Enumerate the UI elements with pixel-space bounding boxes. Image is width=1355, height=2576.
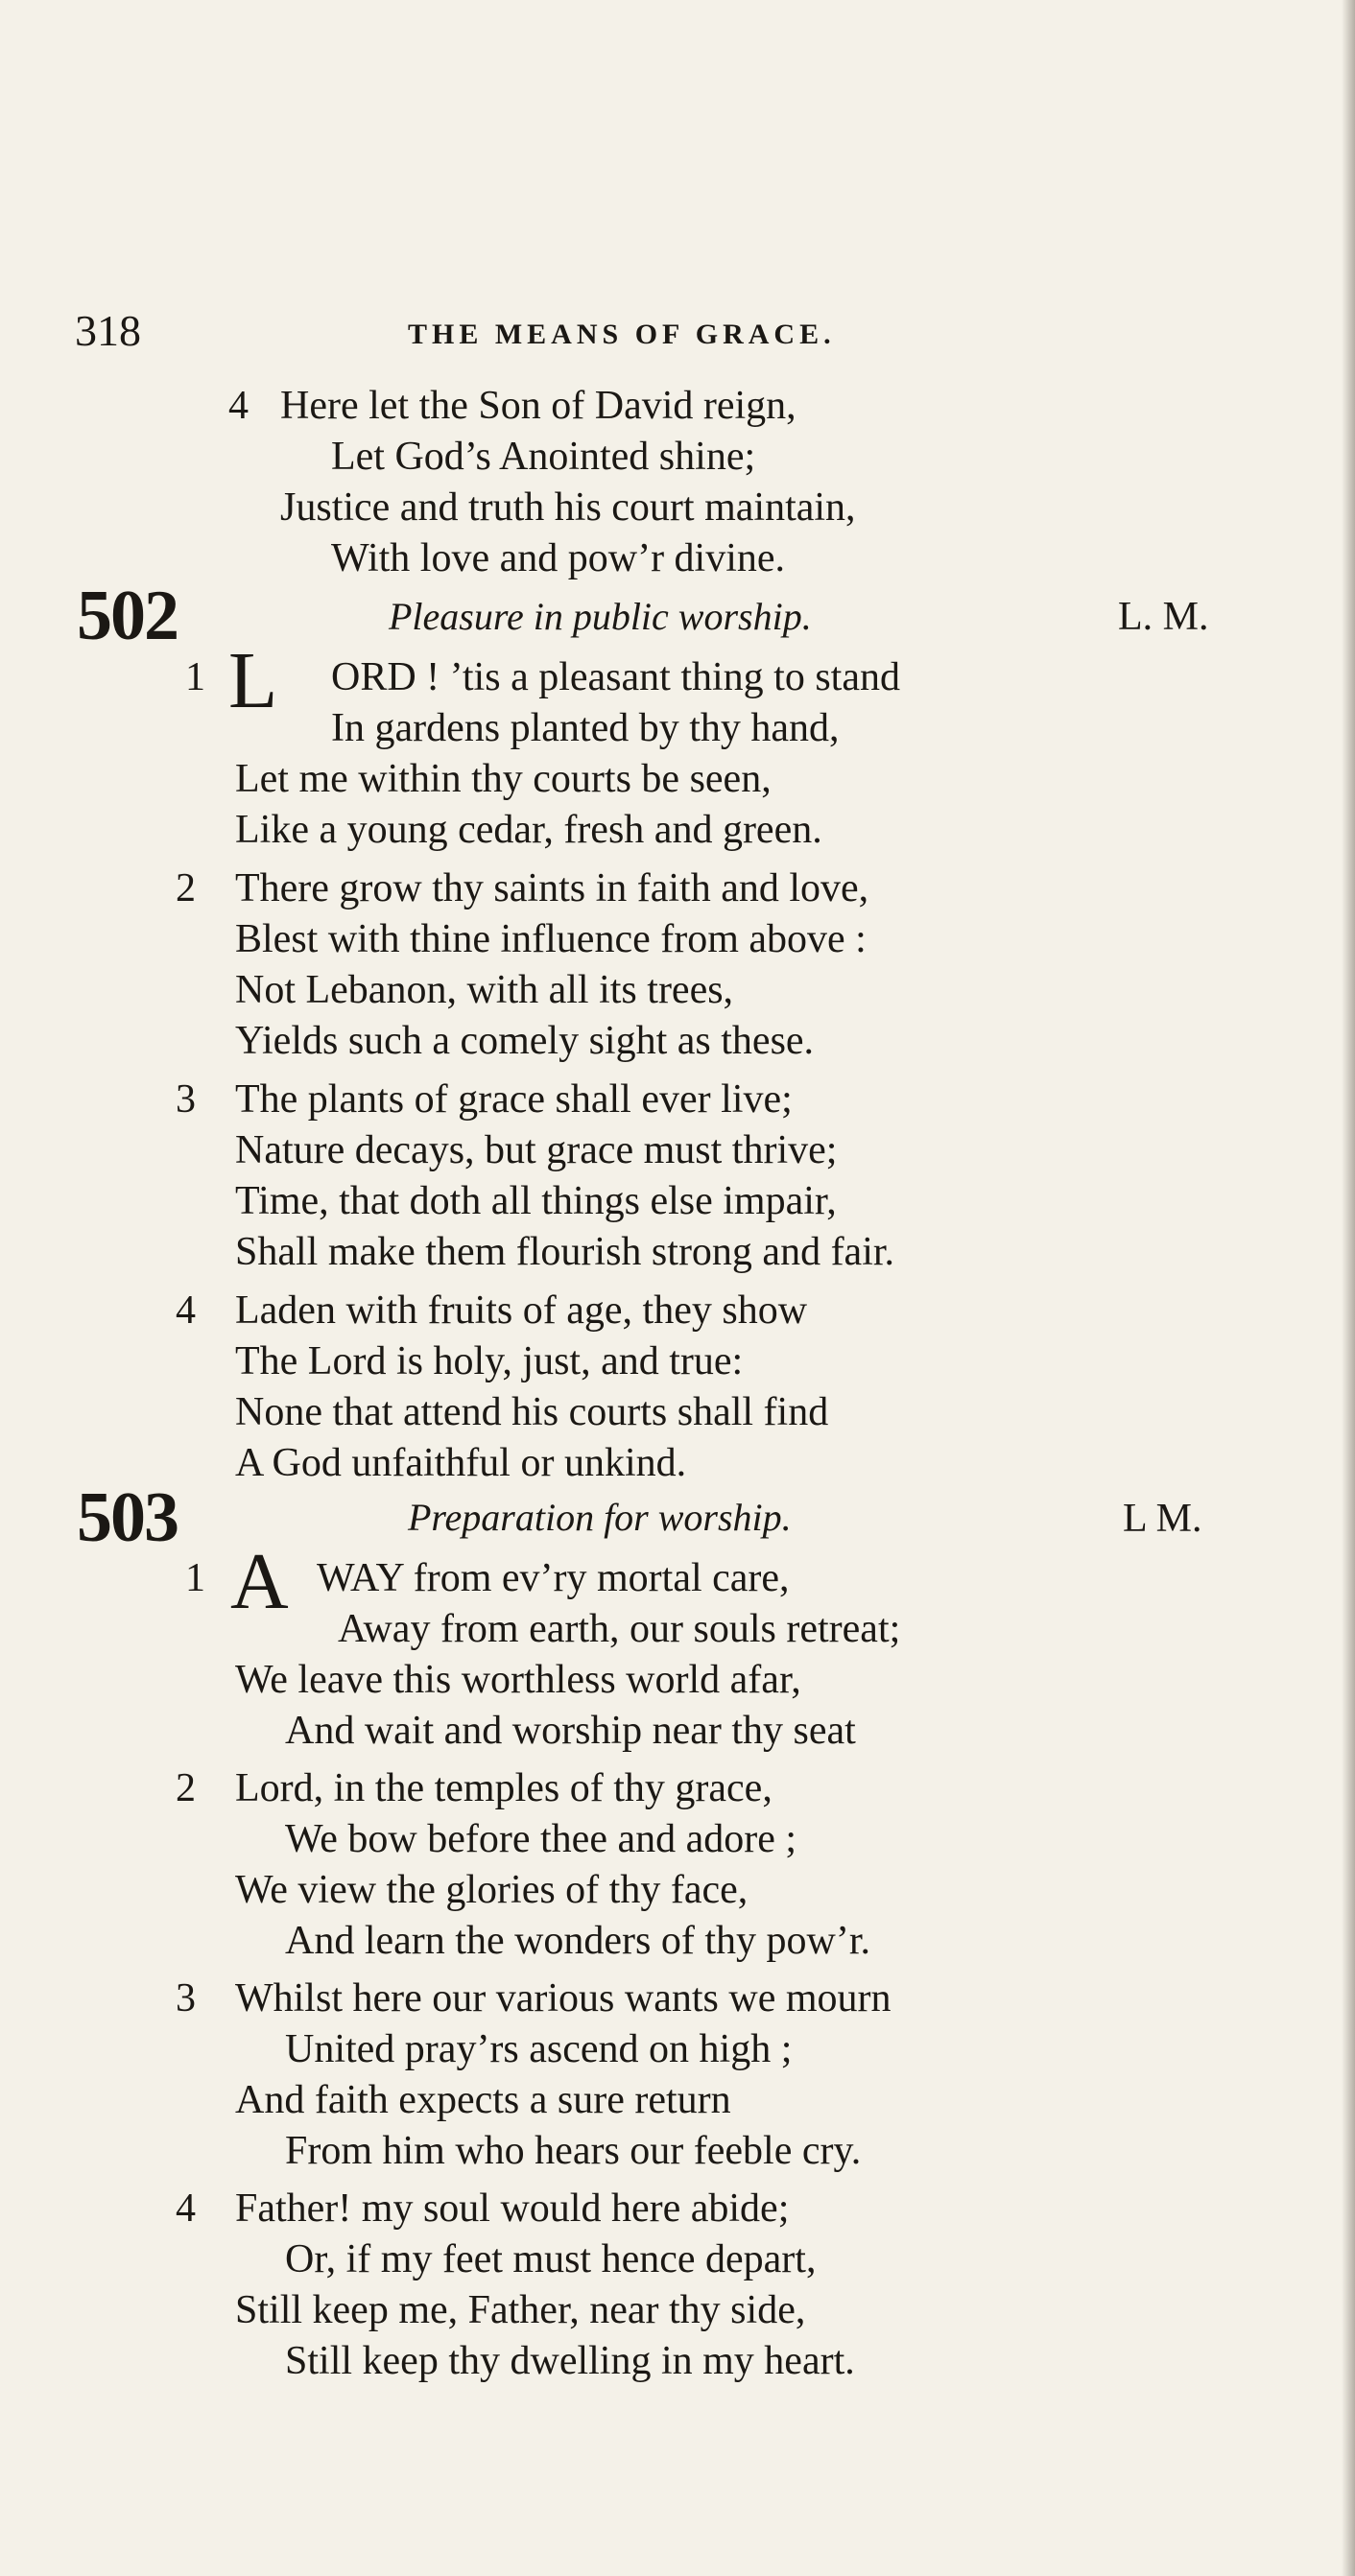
verse-line: With love and pow’r divine. xyxy=(331,536,786,580)
page-edge-shadow xyxy=(1342,0,1355,2576)
verse-line: Still keep thy dwelling in my heart. xyxy=(285,2339,855,2383)
verse-line: We view the glories of thy face, xyxy=(235,1868,749,1912)
verse-number: 1 xyxy=(185,655,205,699)
verse-line: None that attend his courts shall find xyxy=(235,1390,829,1434)
verse-line: Laden with fruits of age, they show xyxy=(235,1288,808,1333)
hymn-title: Preparation for worship. xyxy=(408,1496,792,1539)
verse-line: In gardens planted by thy hand, xyxy=(331,706,840,750)
hymn-number: 503 xyxy=(77,1478,178,1557)
verse-line: United pray’rs ascend on high ; xyxy=(285,2027,793,2071)
verse-line: Blest with thine influence from above : xyxy=(235,917,867,961)
verse-line: Nature decays, but grace must thrive; xyxy=(235,1128,838,1172)
verse-line: Justice and truth his court maintain, xyxy=(280,485,856,530)
hymn-meter: L M. xyxy=(1123,1497,1202,1541)
hymn-number: 502 xyxy=(77,577,178,655)
hymn-title: Pleasure in public worship. xyxy=(389,595,812,638)
verse-line: Lord, in the temples of thy grace, xyxy=(235,1766,773,1810)
verse-line: Father! my soul would here abide; xyxy=(235,2186,790,2231)
verse-line: The Lord is holy, just, and true: xyxy=(235,1339,744,1383)
drop-cap: A xyxy=(230,1537,289,1626)
verse-line: ORD ! ’tis a pleasant thing to stand xyxy=(331,655,900,699)
verse-line: Shall make them flourish strong and fair. xyxy=(235,1230,895,1274)
verse-line: From him who hears our feeble cry. xyxy=(285,2129,862,2173)
verse-number: 1 xyxy=(185,1556,205,1600)
verse-line: Yields such a comely sight as these. xyxy=(235,1019,815,1063)
verse-line: We bow before thee and adore ; xyxy=(285,1817,797,1861)
verse-number: 4 xyxy=(228,384,249,428)
verse-line: Still keep me, Father, near thy side, xyxy=(235,2288,806,2332)
verse-line: A God unfaithful or unkind. xyxy=(235,1441,687,1485)
verse-line: WAY from ev’ry mortal care, xyxy=(317,1556,790,1600)
running-title: THE MEANS OF GRACE. xyxy=(408,319,836,350)
verse-line: Here let the Son of David reign, xyxy=(280,384,796,428)
drop-cap: L xyxy=(228,636,278,725)
verse-line: And faith expects a sure return xyxy=(235,2078,731,2122)
verse-line: The plants of grace shall ever live; xyxy=(235,1077,793,1122)
verse-line: Or, if my feet must hence depart, xyxy=(285,2237,817,2281)
verse-line: And learn the wonders of thy pow’r. xyxy=(285,1919,871,1963)
page-header xyxy=(0,305,1355,363)
verse-line: Time, that doth all things else impair, xyxy=(235,1179,837,1223)
verse-line: Let God’s Anointed shine; xyxy=(331,435,756,479)
verse-line: And wait and worship near thy seat xyxy=(285,1709,856,1753)
verse-line: Not Lebanon, with all its trees, xyxy=(235,968,734,1012)
verse-line: Away from earth, our souls retreat; xyxy=(338,1607,901,1651)
hymn-meter: L. M. xyxy=(1118,595,1209,639)
verse-number: 2 xyxy=(176,1766,196,1810)
page-number: 318 xyxy=(75,306,141,355)
verse-line: We leave this worthless world afar, xyxy=(235,1658,801,1702)
verse-line: There grow thy saints in faith and love, xyxy=(235,866,869,910)
verse-line: Like a young cedar, fresh and green. xyxy=(235,808,822,852)
verse-line: Let me within thy courts be seen, xyxy=(235,757,772,801)
verse-number: 2 xyxy=(176,866,196,910)
verse-number: 3 xyxy=(176,1077,196,1122)
verse-line: Whilst here our various wants we mourn xyxy=(235,1976,891,2021)
verse-number: 4 xyxy=(176,1288,196,1333)
verse-number: 4 xyxy=(176,2186,196,2231)
verse-number: 3 xyxy=(176,1976,196,2021)
